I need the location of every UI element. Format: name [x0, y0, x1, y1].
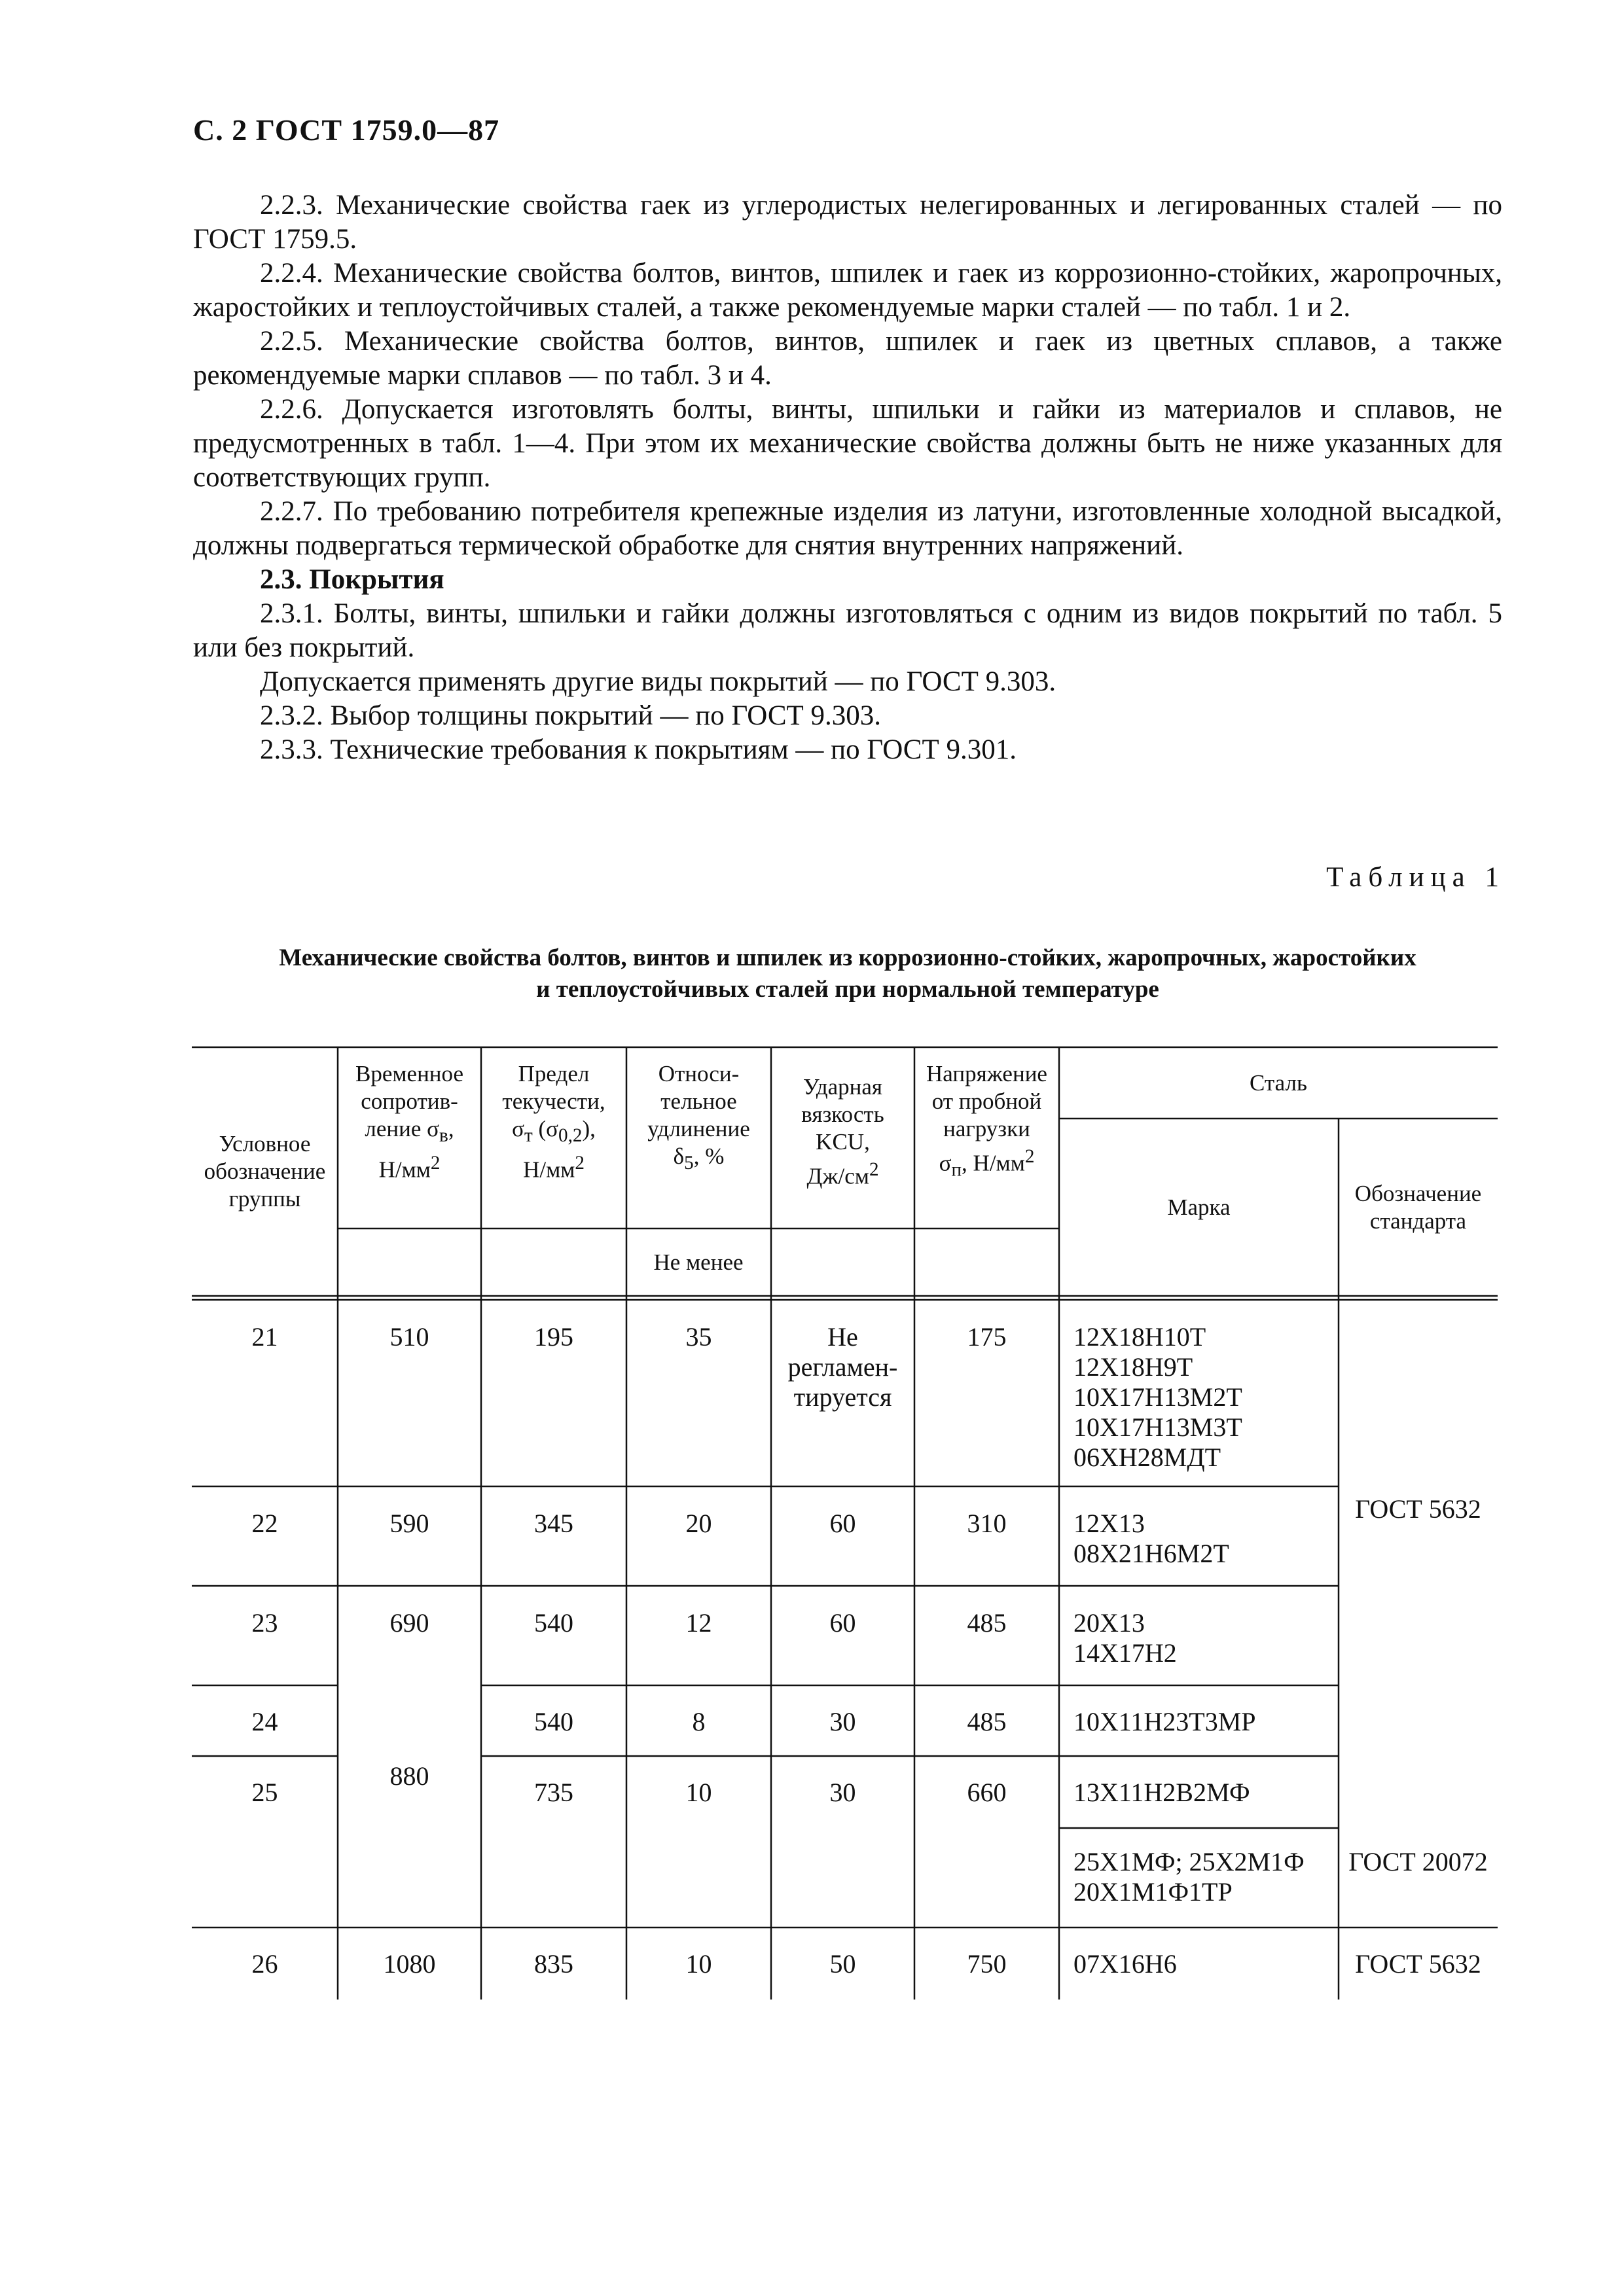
row-26-tensile: 1080: [383, 1949, 436, 1979]
row-21-impact: Не регламен- тируется: [787, 1322, 898, 1412]
row-24-elongation: 8: [692, 1707, 706, 1736]
header-tensile: Временное сопротив- ление $\sigma_в$, $Н/мм^2$: [355, 1061, 463, 1183]
row-26-standard: ГОСТ 5632: [1355, 1949, 1481, 1979]
row-25-impact: 30: [829, 1778, 856, 1807]
row-22-proof: 310: [967, 1509, 1007, 1538]
paragraph-2-3-3: 2.3.3. Технические требования к покрытиям — по ГОСТ 9.301.: [260, 734, 1017, 765]
row-25-proof: 660: [967, 1778, 1007, 1807]
header-impact: Ударная вязкость KCU, $Дж/см^2$: [801, 1074, 884, 1189]
row-24-group: 24: [251, 1707, 278, 1736]
row-22-impact: 60: [829, 1509, 856, 1538]
row-22-group: 22: [251, 1509, 278, 1538]
row-25-elongation: 10: [685, 1778, 712, 1807]
page-header: С. 2 ГОСТ 1759.0—87: [193, 113, 500, 147]
paragraph-2-2-6: 2.2.6. Допускается изготовлять болты, винты, шпильки и гайки из материалов и сплавов, не предусмотренных в табл. 1—4. При этом их механические свойства должны быть не ниже указанных для соответствующих групп.: [193, 394, 1502, 493]
row-26-yield: 835: [534, 1949, 573, 1979]
row-24-25-tensile: 880: [389, 1761, 429, 1791]
paragraph-2-2-4: 2.2.4. Механические свойства болтов, винтов, шпилек и гаек из коррозионно-стойких, жаропрочных, жаростойких и теплоустойчивых сталей, а также рекомендуемые марки сталей — по табл. 1 и 2.: [193, 258, 1502, 323]
row-23-tensile: 690: [389, 1608, 429, 1638]
paragraph-2-2-3: 2.2.3. Механические свойства гаек из углеродистых нелегированных и легированных сталей — по ГОСТ 1759.5.: [193, 190, 1502, 255]
table-title-line-2: и теплоустойчивых сталей при нормальной температуре: [536, 976, 1159, 1003]
row-22-grades: 12Х13 08Х21Н6М2Т: [1073, 1509, 1229, 1568]
section-heading-2-3: 2.3. Покрытия: [260, 564, 444, 595]
row-24-grades: 10Х11Н23Т3МР: [1073, 1707, 1256, 1736]
paragraph-2-2-7: 2.2.7. По требованию потребителя крепежные изделия из латуни, изготовленные холодной высадкой, должны подвергаться термической обработке для снятия внутренних напряжений.: [193, 496, 1502, 561]
paragraph-coatings-note: Допускается применять другие виды покрытий — по ГОСТ 9.303.: [260, 666, 1056, 697]
table-title-line-1: Механические свойства болтов, винтов и шпилек из коррозионно-стойких, жаропрочных, жаростойких: [279, 944, 1416, 971]
row-25-group: 25: [251, 1778, 278, 1807]
row-23-proof: 485: [967, 1608, 1007, 1638]
row-23-impact: 60: [829, 1608, 856, 1638]
paragraph-2-2-5: 2.2.5. Механические свойства болтов, винтов, шпилек и гаек из цветных сплавов, а также рекомендуемые марки сплавов — по табл. 3 и 4.: [193, 326, 1502, 391]
header-steel: Сталь: [1250, 1069, 1307, 1096]
row-21-yield: 195: [534, 1322, 573, 1352]
standard-gost-5632: ГОСТ 5632: [1355, 1494, 1481, 1524]
header-grade: Марка: [1167, 1194, 1231, 1220]
header-elongation: Относи- тельное удлинение $\delta_5$, %: [647, 1061, 750, 1174]
row-25-alt-grades: 25Х1МФ; 25Х2М1Ф 20Х1М1Ф1ТР: [1073, 1847, 1305, 1907]
header-yield: Предел текучести, $\sigma_т$ $(\sigma_{0,2})$, $Н/мм^2$: [502, 1061, 605, 1183]
row-21-elongation: 35: [685, 1322, 712, 1352]
paragraph-2-3-1: 2.3.1. Болты, винты, шпильки и гайки должны изготовляться с одним из видов покрытий по табл. 5 или без покрытий.: [193, 598, 1502, 663]
paragraph-2-3-2: 2.3.2. Выбор толщины покрытий — по ГОСТ 9.303.: [260, 700, 882, 731]
row-24-proof: 485: [967, 1707, 1007, 1736]
row-26-impact: 50: [829, 1949, 856, 1979]
header-standard: Обозначение стандарта: [1354, 1180, 1482, 1234]
row-21-grades: 12Х18Н10Т 12Х18Н9Т 10Х17Н13М2Т 10Х17Н13М3Т 06ХН28МДТ: [1073, 1322, 1242, 1472]
header-not-less-than: Не менее: [653, 1249, 744, 1275]
row-22-elongation: 20: [685, 1509, 712, 1538]
table-number: Таблица 1: [1326, 862, 1505, 893]
row-25-grades: 13Х11Н2В2МФ: [1073, 1778, 1250, 1807]
row-23-elongation: 12: [685, 1608, 712, 1638]
row-22-yield: 345: [534, 1509, 573, 1538]
standard-gost-20072: ГОСТ 20072: [1348, 1847, 1488, 1876]
row-26-grades: 07Х16Н6: [1073, 1949, 1177, 1979]
row-21-tensile: 510: [389, 1322, 429, 1352]
row-23-yield: 540: [534, 1608, 573, 1638]
row-21-proof: 175: [967, 1322, 1007, 1352]
row-23-group: 23: [251, 1608, 278, 1638]
row-23-grades: 20Х13 14Х17Н2: [1073, 1608, 1177, 1668]
row-26-proof: 750: [967, 1949, 1007, 1979]
header-group: Условное обозначение группы: [204, 1131, 326, 1211]
row-22-tensile: 590: [389, 1509, 429, 1538]
row-24-yield: 540: [534, 1707, 573, 1736]
row-26-group: 26: [251, 1949, 278, 1979]
row-21-group: 21: [251, 1322, 278, 1352]
row-25-yield: 735: [534, 1778, 573, 1807]
header-proof-stress: Напряжение от пробной нагрузки $\sigma_п$, $Н/мм^2$: [926, 1061, 1047, 1181]
row-26-elongation: 10: [685, 1949, 712, 1979]
row-24-impact: 30: [829, 1707, 856, 1736]
